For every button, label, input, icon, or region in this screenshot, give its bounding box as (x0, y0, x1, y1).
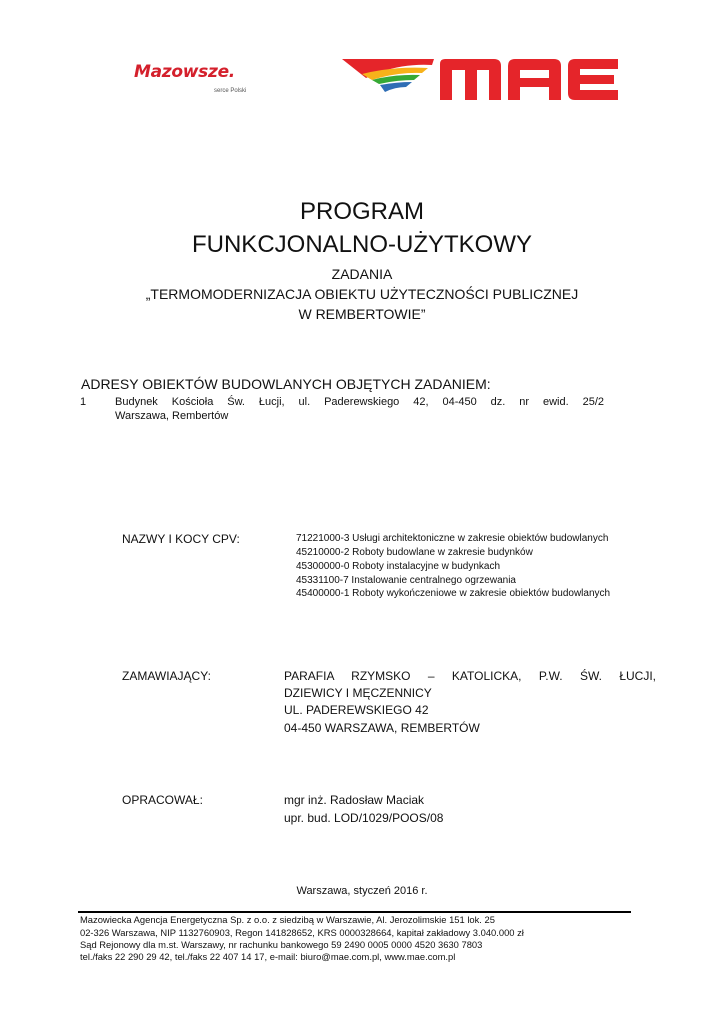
client-line: 04-450 WARSZAWA, REMBERTÓW (284, 721, 480, 735)
prepared-by-label: OPRACOWAŁ: (122, 793, 203, 807)
cpv-code: 71221000-3 Usługi architektoniczne w zakresie obiektów budowlanych (296, 533, 609, 544)
place-date: Warszawa, styczeń 2016 r. (296, 885, 428, 897)
client-line: PARAFIA RZYMSKO – KATOLICKA, P.W. ŚW. ŁUCJI, (284, 669, 656, 683)
doc-title-line1: PROGRAM (299, 198, 424, 225)
mazowsze-logo-tagline: serce Polski (214, 88, 247, 94)
footer-line: 02-326 Warszawa, NIP 1132760903, Regon 141828652, KRS 0000328664, kapitał zakładowy 3.040.000 zł (80, 927, 524, 938)
mae-logo-graphic (342, 56, 618, 102)
footer-line: Sąd Rejonowy dla m.st. Warszawy, nr rachunku bankowego 59 2490 0005 0000 4520 3630 7803 (80, 939, 483, 950)
footer-line: tel./faks 22 290 29 42, tel./faks 22 407 14 17, e-mail: biuro@mae.com.pl, www.mae.com.pl (80, 951, 456, 962)
doc-subtitle-line3: W REMBERTOWIE” (298, 306, 426, 322)
footer-line: Mazowiecka Agencja Energetyczna Sp. z o.o. z siedzibą w Warszawie, Al. Jerozolimskie 151 lok. 25 (80, 914, 495, 925)
mazowsze-logo-word: Mazowsze. (134, 62, 235, 82)
address-item-line2: Warszawa, Rembertów (115, 410, 229, 422)
mae-logo (342, 56, 618, 102)
cpv-code: 45400000-1 Roboty wykończeniowe w zakresie obiektów budowlanych (296, 588, 611, 599)
doc-title-line2: FUNKCJONALNO-UŻYTKOWY (191, 231, 532, 258)
prepared-by-name: mgr inż. Radosław Maciak (284, 793, 425, 807)
cpv-code: 45210000-2 Roboty budowlane w zakresie budynków (296, 547, 533, 558)
client-label: ZAMAWIAJĄCY: (122, 669, 211, 683)
client-line: UL. PADEREWSKIEGO 42 (284, 703, 429, 717)
client-line: DZIEWICY I MĘCZENNICY (284, 686, 432, 700)
cpv-label: NAZWY I KOCY CPV: (122, 532, 240, 546)
addresses-heading: ADRESY OBIEKTÓW BUDOWLANYCH OBJĘTYCH ZADANIEM: (81, 376, 491, 392)
prepared-by-license: upr. bud. LOD/1029/POOS/08 (284, 811, 444, 825)
address-item-number: 1 (80, 396, 87, 408)
mazowsze-logo (134, 62, 264, 104)
doc-subtitle-line2: „TERMOMODERNIZACJA OBIEKTU UŻYTECZNOŚCI PUBLICZNEJ (145, 286, 579, 302)
footer-divider (78, 911, 631, 913)
doc-subtitle-line1: ZADANIA (331, 266, 393, 282)
address-item-line1: Budynek Kościoła Św. Łucji, ul. Paderewskiego 42, 04-450 dz. nr ewid. 25/2 (115, 396, 604, 408)
cpv-code: 45331100-7 Instalowanie centralnego ogrzewania (296, 575, 516, 586)
cpv-code: 45300000-0 Roboty instalacyjne w budynkach (296, 561, 501, 572)
